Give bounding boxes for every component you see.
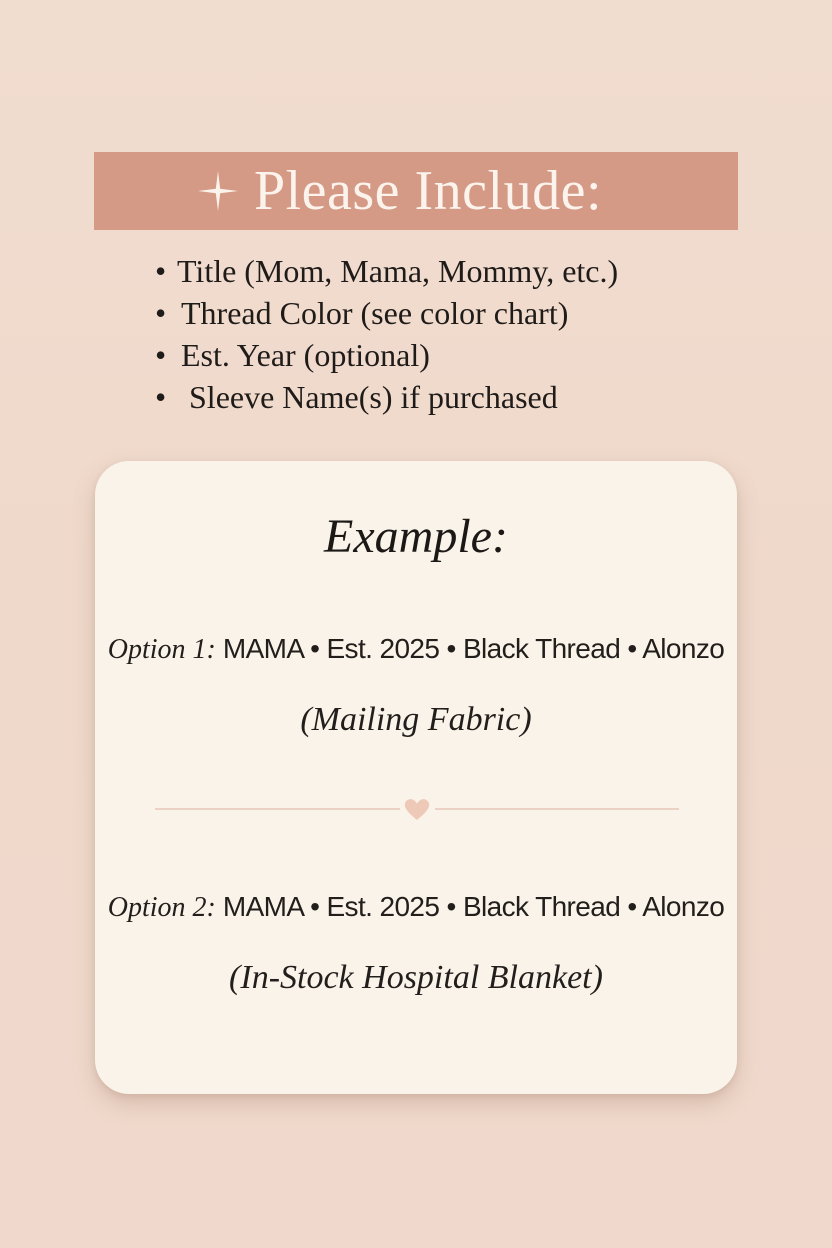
checklist-item-thread-color [155,292,618,334]
banner-content [196,160,603,222]
option-2-label: Option 2: [107,892,216,923]
checklist-item-est-year [155,334,618,376]
checklist-item-title [155,250,618,292]
checklist-item-label: Thread Color (see color chart) [181,295,569,331]
checklist-item-label: Title (Mom, Mama, Mommy, etc.) [177,253,619,289]
heart-divider [155,797,679,821]
sparkle-icon [196,169,240,213]
option-2-line [95,893,737,922]
example-card [95,461,737,1094]
bullet: • [155,295,167,331]
option-1-details: MAMA • Est. 2025 • Black Thread • Alonzo [222,633,725,664]
divider-line-left [155,808,400,810]
option-1-label: Option 1: [107,634,216,665]
checklist-item-label: Sleeve Name(s) if purchased [189,379,558,415]
bullet: • [155,253,167,289]
option-2-details: MAMA • Est. 2025 • Black Thread • Alonzo [222,891,725,922]
banner-title: Please Include: [253,160,603,222]
heart-icon [403,797,431,821]
bullet: • [155,379,167,415]
divider-line-right [435,808,679,810]
checklist-item-label: Est. Year (optional) [181,337,430,373]
checklist-item-sleeve-name [155,376,618,418]
bullet: • [155,337,167,373]
option-1-caption: (Mailing Fabric) [300,701,532,738]
option-2-caption: (In-Stock Hospital Blanket) [229,959,603,996]
option-1-line [95,635,737,664]
example-title: Example: [324,510,508,563]
header-banner [94,152,738,230]
include-checklist [155,250,618,418]
